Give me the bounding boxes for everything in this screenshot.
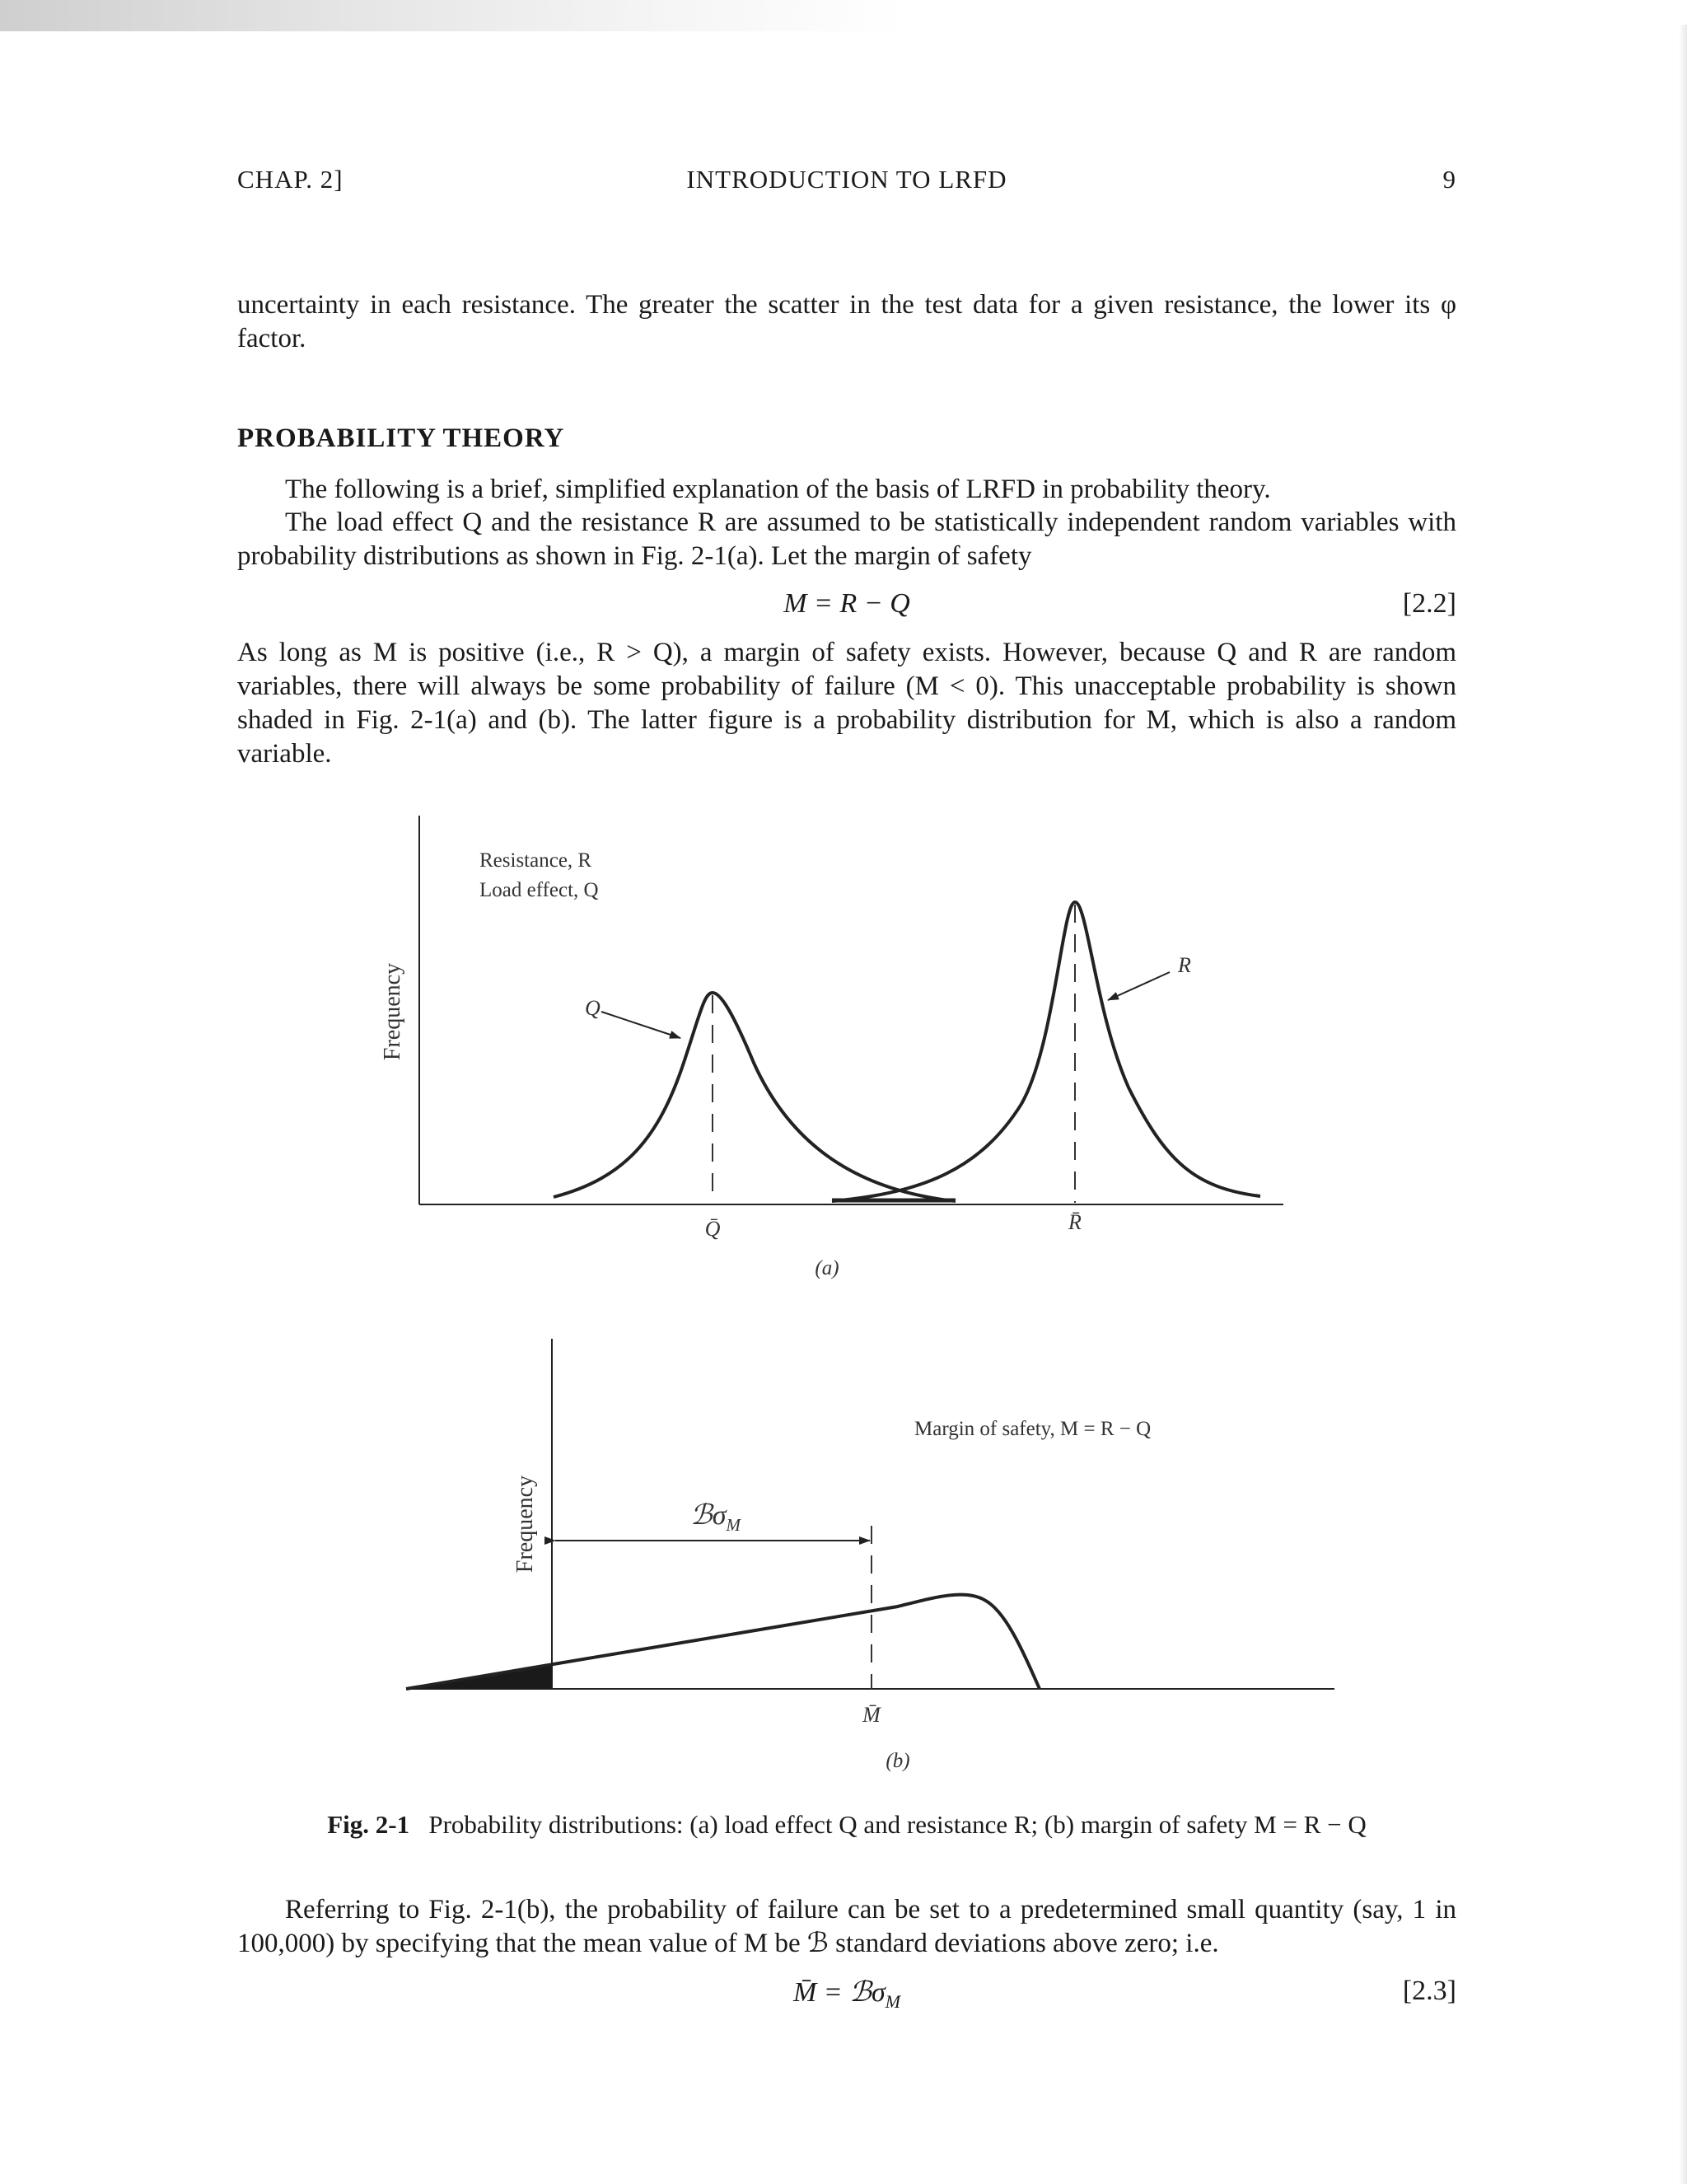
chapter-label: CHAP. 2] (237, 165, 343, 194)
r-mean-tick-label: R̄ (1068, 1210, 1082, 1234)
figure-caption-number: Fig. 2-1 (327, 1810, 410, 1839)
section-heading: PROBABILITY THEORY (237, 423, 565, 453)
page-number: 9 (1442, 165, 1456, 194)
panel-b (406, 1339, 1334, 1772)
beta-sigma-label: ℬσ$_M$ (690, 1500, 741, 1535)
panel-a-ylabel: Frequency (380, 962, 405, 1061)
figure-caption-text: Probability distributions: (a) load effect Q and resistance R; (b) margin of safety M = R − Q (428, 1810, 1367, 1839)
equation-2-3-expression: M̄ = ℬσ$_M$ (792, 1977, 901, 2012)
q-mean-tick-label: Q̄ (704, 1217, 721, 1241)
margin-of-safety-label: Margin of safety, M = R − Q (914, 1418, 1152, 1440)
paragraph-positive: As long as M is positive (i.e., R > Q), a margin of safety exists. However, because Q and R are random variables, there will always be some probability of failure (M < 0). This unacceptable probability is shown shaded in Fig. 2-1(a) and (b). The latter figure is a probability distribution for M, which is also a random variable. (237, 638, 1456, 769)
load-effect-curve (554, 993, 956, 1201)
equation-2-3 (237, 1976, 1456, 2013)
m-mean-tick-label: M̄ (862, 1703, 881, 1727)
q-arrow (601, 1012, 680, 1038)
paragraph-referring: Referring to Fig. 2-1(b), the probability of failure can be set to a predetermined small quantity (say, 1 in 100,000) by specifying that the mean value of M be ℬ standard deviations above zero; i.e. (237, 1895, 1456, 1958)
panel-a-label: (a) (815, 1257, 839, 1279)
figure-caption (237, 1810, 1456, 1840)
r-curve-label: R (1178, 953, 1191, 977)
paragraph-continued: uncertainty in each resistance. The greater the scatter in the test data for a given resistance, the lower its φ factor. (237, 290, 1456, 353)
paragraph-brief: The following is a brief, simplified explanation of the basis of LRFD in probability theory. (285, 475, 1271, 504)
paragraph-load: The load effect Q and the resistance R are assumed to be statistically independent random variables with probability distributions as shown in Fig. 2-1(a). Let the margin of safety (237, 507, 1456, 571)
panel-a-legend-load: Load effect, Q (479, 879, 599, 901)
panel-b-ylabel: Frequency (512, 1475, 538, 1574)
equation-2-2-expression: M = R − Q (783, 588, 910, 619)
panel-a (380, 816, 1283, 1279)
equation-2-2-number: [2.2] (1402, 588, 1456, 619)
panel-a-legend-resistance: Resistance, R (479, 849, 592, 872)
panel-b-label: (b) (886, 1750, 910, 1772)
r-arrow (1108, 972, 1170, 1000)
equation-2-3-number: [2.3] (1402, 1976, 1456, 2006)
running-title: INTRODUCTION TO LRFD (686, 165, 1007, 194)
resistance-curve (832, 902, 1260, 1201)
q-curve-label: Q (585, 996, 600, 1020)
